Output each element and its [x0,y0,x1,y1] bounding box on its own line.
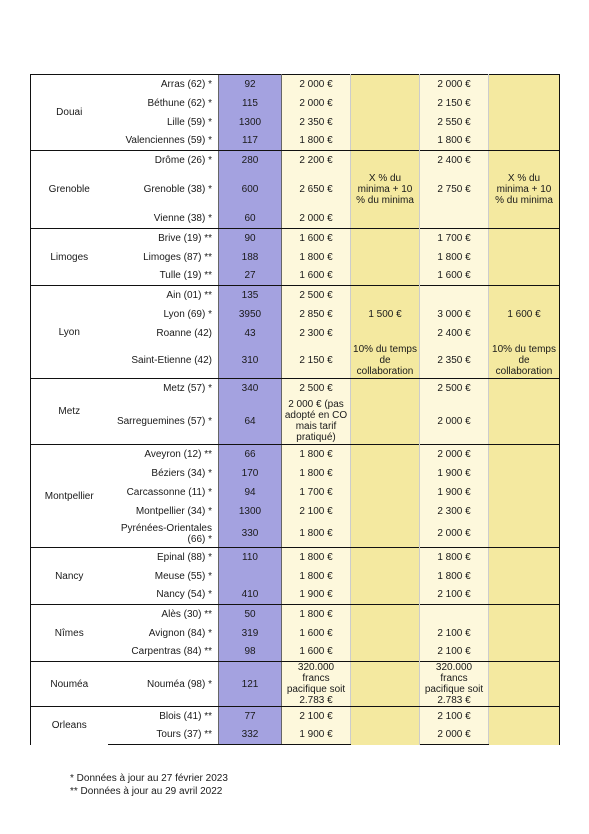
note-cell [351,379,420,445]
group-name: Limoges [31,229,108,286]
price-cell: 1 600 € [282,643,351,662]
price-cell: 1 700 € [420,229,489,248]
price-cell: 2 000 € [420,399,489,445]
price-cell: 2 400 € [420,151,489,171]
note-cell [489,75,560,151]
price-cell: 1 600 € [282,624,351,643]
price-cell: 1 600 € [282,229,351,248]
city-cell: Carpentras (84) ** [108,643,219,662]
count-cell: 600 [219,171,282,209]
city-cell: Ain (01) ** [108,286,219,305]
price-cell: 1 800 € [282,445,351,464]
note-cell: X % du minima + 10 % du minima [489,151,560,229]
group-name: Montpellier [31,445,108,548]
price-cell: 1 800 € [420,548,489,567]
price-cell: 2 000 € [282,94,351,113]
price-cell: 2 650 € [282,171,351,209]
count-cell: 340 [219,379,282,399]
price-cell: 2 850 € [282,305,351,324]
price-cell: 2 150 € [420,94,489,113]
count-cell: 1300 [219,113,282,132]
city-cell: Vienne (38) * [108,209,219,229]
city-cell: Brive (19) ** [108,229,219,248]
price-cell: 2 500 € [282,379,351,399]
price-cell: 1 600 € [282,267,351,286]
count-cell: 332 [219,726,282,745]
city-cell: Blois (41) ** [108,707,219,726]
price-cell: 2 200 € [282,151,351,171]
price-cell: 2 000 € [420,445,489,464]
city-cell: Lyon (69) * [163,308,212,320]
city-cell: Grenoble (38) * [143,184,212,195]
price-cell: 1 900 € [282,586,351,605]
note-cell [489,662,560,707]
price-cell: 1 900 € [282,726,351,745]
note-cell [351,605,420,662]
city-cell: Pyrénées-Orientales (66) * [108,521,219,548]
count-cell: 27 [219,267,282,286]
price-cell: 320.000 francs pacifique soit 2.783 € [282,662,351,707]
group-name: Nouméa [31,662,108,707]
price-cell: 2 350 € [420,343,489,379]
note-cell: 1 600 € [489,286,560,343]
note-cell: X % du minima + 10 % du minima [351,151,420,229]
price-cell: 2 100 € [420,624,489,643]
price-cell: 1 800 € [282,248,351,267]
count-cell: 98 [219,643,282,662]
group-name: Douai [31,75,108,151]
count-cell: 1300 [219,502,282,521]
group-name: Nancy [31,548,108,605]
price-cell: 1 800 € [282,521,351,548]
note-cell [351,445,420,548]
price-cell: 2 000 € [420,521,489,548]
price-cell: 2 550 € [420,113,489,132]
count-cell [219,567,282,586]
price-cell: 2 750 € [420,171,489,209]
count-cell: 319 [219,624,282,643]
price-cell: 2 000 € (pas adopté en CO mais tarif pratiqué) [282,399,351,445]
price-cell: 1 800 € [420,248,489,267]
group-name: Orleans [31,707,108,745]
count-cell: 94 [219,483,282,502]
price-cell [420,286,489,305]
note-cell [351,548,420,605]
count-cell: 330 [219,521,282,548]
price-cell: 1 700 € [282,483,351,502]
count-cell: 60 [219,209,282,229]
note-cell [489,379,560,445]
price-cell: 3 000 € [420,305,489,324]
price-cell: 2 000 € [420,726,489,745]
price-cell: 2 100 € [420,707,489,726]
note-cell [489,707,560,745]
count-cell: 90 [219,229,282,248]
price-cell: 2 500 € [420,379,489,399]
group-name: Lyon [31,286,108,379]
count-cell: 115 [219,94,282,113]
note-cell: 10% du temps de collaboration [351,343,420,379]
footnotes [70,772,228,798]
city-cell: Béziers (34) * [151,467,212,479]
city-cell: Lille (59) * [166,116,212,128]
count-cell: 92 [219,75,282,94]
city-cell: Arras (62) * [108,75,219,94]
city-cell: Tours (37) ** [108,726,219,745]
city-cell: Montpellier (34) * [135,505,212,517]
city-cell: Avignon (84) * [148,627,212,639]
price-cell: 1 800 € [282,567,351,586]
price-cell: 2 400 € [420,324,489,343]
price-cell: 1 800 € [282,605,351,624]
note-cell [489,229,560,286]
count-cell: 410 [219,586,282,605]
count-cell: 43 [219,324,282,343]
price-cell: 2 000 € [282,209,351,229]
count-cell: 135 [219,286,282,305]
price-cell: 1 800 € [420,132,489,151]
note-cell [489,445,560,548]
city-cell: Meuse (55) * [154,570,212,582]
price-cell: 2 000 € [420,75,489,94]
price-cell: 320.000 francs pacifique soit 2.783 € [420,662,489,707]
city-cell: Carcassonne (11) * [126,486,212,498]
price-cell: 2 350 € [282,113,351,132]
city-cell: Nouméa (98) * [108,662,219,707]
note-cell: 1 500 € [351,286,420,343]
count-cell: 64 [219,399,282,445]
price-cell: 1 800 € [420,567,489,586]
count-cell: 170 [219,464,282,483]
footnote-single-star: * Données à jour au 27 février 2023 [70,773,228,784]
city-cell: Epinal (88) * [108,548,219,567]
city-cell: Drôme (26) * [108,151,219,171]
group-name: Metz [31,379,108,445]
price-cell: 1 900 € [420,464,489,483]
city-cell: Metz (57) * [108,379,219,399]
group-name: Grenoble [31,151,108,229]
price-cell: 1 800 € [282,132,351,151]
note-cell [489,548,560,605]
count-cell: 188 [219,248,282,267]
note-cell [351,229,420,286]
city-cell: Roanne (42) [156,327,212,339]
price-cell: 2 300 € [282,324,351,343]
count-cell: 66 [219,445,282,464]
note-cell [351,75,420,151]
group-name: Nîmes [31,605,108,662]
city-cell: Valenciennes (59) * [108,132,219,151]
count-cell: 110 [219,548,282,567]
footnote-double-star: ** Données à jour au 29 avril 2022 [70,786,223,797]
count-cell: 310 [219,343,282,379]
city-cell: Alès (30) ** [108,605,219,624]
city-cell: Tulle (19) ** [108,267,219,286]
price-cell: 2 100 € [282,707,351,726]
count-cell: 121 [219,662,282,707]
price-cell: 2 500 € [282,286,351,305]
city-cell: Aveyron (12) ** [108,445,219,464]
price-cell [420,605,489,624]
price-cell: 1 600 € [420,267,489,286]
price-cell: 2 150 € [282,343,351,379]
note-cell [489,605,560,662]
price-cell [420,209,489,229]
note-cell [351,707,420,745]
city-cell: Limoges (87) ** [143,251,212,263]
price-cell: 1 900 € [420,483,489,502]
count-cell: 117 [219,132,282,151]
count-cell: 50 [219,605,282,624]
city-cell: Nancy (54) * [108,586,219,605]
price-cell: 1 800 € [282,548,351,567]
count-cell: 280 [219,151,282,171]
count-cell: 77 [219,707,282,726]
price-cell: 2 100 € [282,502,351,521]
note-cell: 10% du temps de collaboration [489,343,560,379]
city-cell: Saint-Etienne (42) [108,343,219,379]
fee-table [30,74,560,745]
price-cell: 2 100 € [420,643,489,662]
note-cell [351,662,420,707]
price-cell: 2 000 € [282,75,351,94]
price-cell: 2 300 € [420,502,489,521]
price-cell: 1 800 € [282,464,351,483]
city-cell: Sarreguemines (57) * [108,399,219,445]
price-cell: 2 100 € [420,586,489,605]
city-cell: Béthune (62) * [147,97,212,109]
count-cell: 3950 [219,305,282,324]
